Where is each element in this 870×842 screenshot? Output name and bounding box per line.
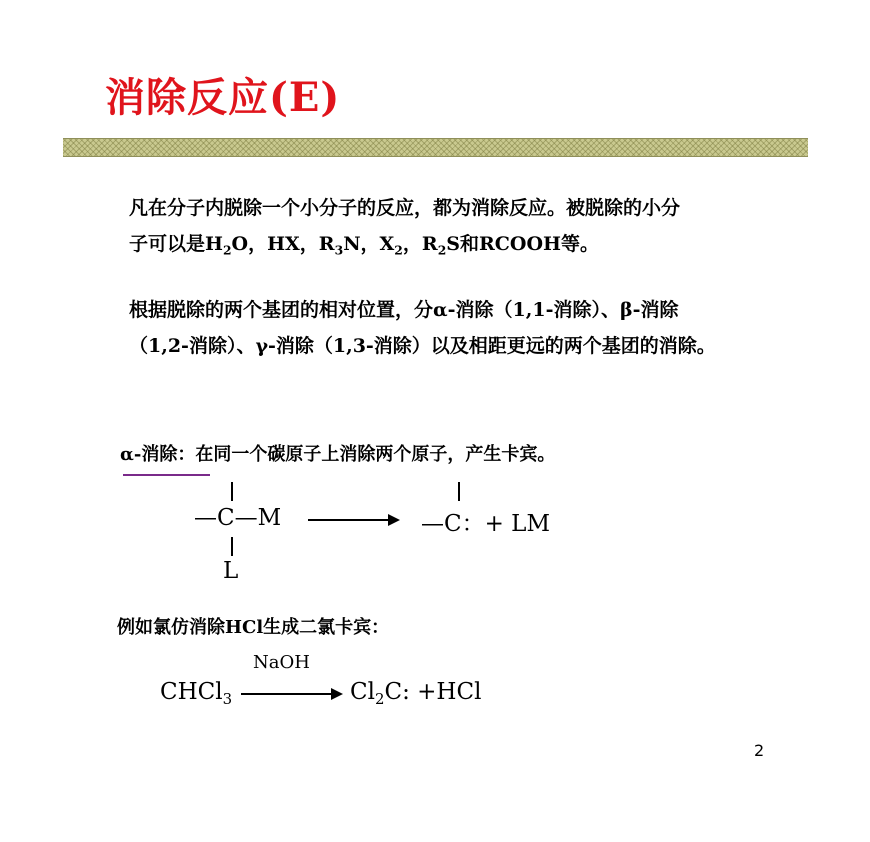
classification-paragraph (129, 292, 716, 364)
alpha-underline (123, 474, 210, 476)
example-label: 例如氯仿消除HCl生成二氯卡宾： (117, 617, 390, 638)
title-divider-band (63, 138, 808, 157)
chloroform-formula: CHCl$_3$ (160, 679, 233, 709)
classification-line-2: （1,2-消除）、γ-消除（1,3-消除）以及相距更远的两个基团的消除。 (129, 335, 716, 357)
dichlorocarbene-product: $Cl_2C$: +HCl (350, 679, 482, 709)
top-bond-reactant (231, 482, 233, 501)
top-bond-product (458, 482, 460, 501)
carbene-product: —C：+ LM (421, 511, 551, 537)
bottom-bond-reactant (231, 537, 233, 556)
page-number: 2 (754, 741, 765, 760)
alpha-elimination-heading: α-消除：在同一个碳原子上消除两个原子，产生卡宾。 (120, 444, 556, 465)
definition-paragraph (129, 190, 680, 268)
definition-line-2: 子可以是$H_2O$，HX，$R_3N$，$X_2$，$R_2S$和RCOOH等。 (129, 233, 599, 258)
reaction-arrow-2 (241, 693, 341, 695)
definition-line-1: 凡在分子内脱除一个小分子的反应，都为消除反应。被脱除的小分 (129, 197, 681, 219)
reactant-formula: —C—M (194, 505, 282, 531)
leaving-group-label: L (223, 558, 239, 584)
slide-title: 消除反应(E) (105, 74, 341, 121)
classification-line-1: 根据脱除的两个基团的相对位置，分α-消除（1,1-消除）、β-消除 (129, 299, 679, 321)
reaction-arrow-1 (308, 519, 398, 521)
reagent-label: NaOH (253, 652, 310, 673)
